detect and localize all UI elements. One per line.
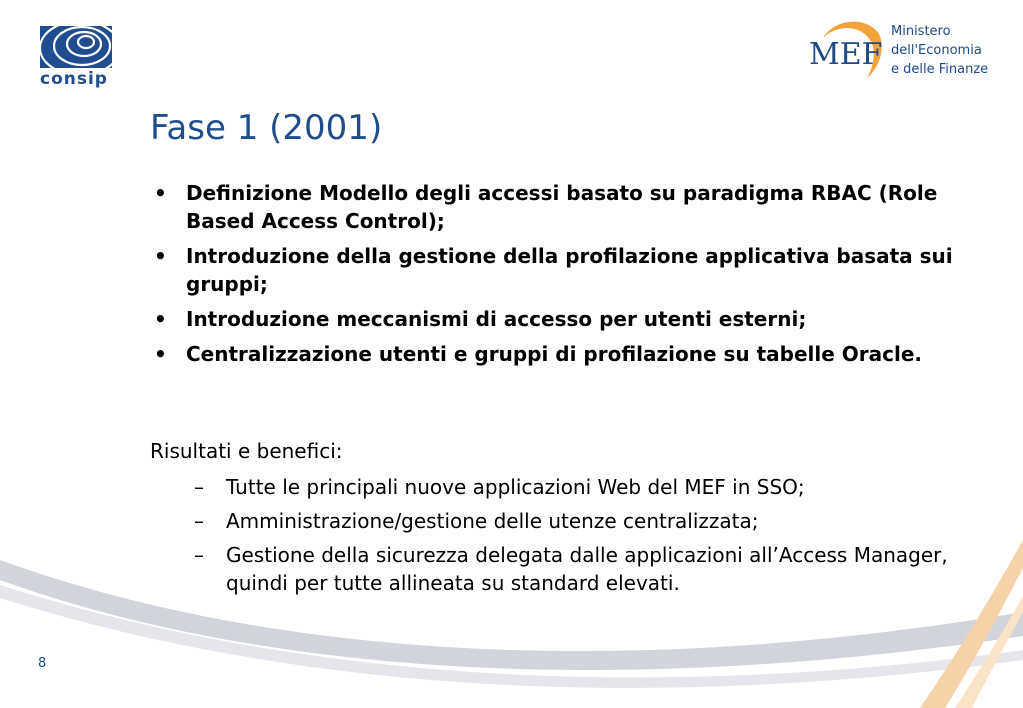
benefits-list [190,473,990,603]
results-heading: Risultati e benefici: [150,439,343,463]
bullet-item [150,305,990,333]
bullet-icon: • [154,342,167,366]
bullet-text: Definizione Modello degli accessi basato su paradigma RBAC (Role Based Access Control); [186,181,938,233]
slide-title: Fase 1 (2001) [150,108,383,148]
bullet-item [150,340,990,368]
bullet-icon: • [154,181,167,205]
mef-logo [805,16,995,86]
dash-icon: – [194,543,204,567]
benefit-item [190,507,990,535]
bullet-list [150,179,990,375]
mef-ministry-name [891,22,995,79]
bullet-item [150,179,990,235]
benefit-text: Amministrazione/gestione delle utenze centralizzata; [226,509,759,533]
dash-icon: – [194,475,204,499]
benefit-item [190,541,990,597]
dash-icon: – [194,509,204,533]
bullet-icon: • [154,307,167,331]
mef-line-1: Ministero [891,24,951,39]
bullet-item [150,242,990,298]
mef-line-2: dell'Economia [891,43,982,58]
consip-logo-mark [40,26,112,68]
mef-line-3: e delle Finanze [891,62,989,77]
mef-logo-mark [805,16,885,86]
mef-mark-text: MEF [809,37,883,72]
benefit-text: Tutte le principali nuove applicazioni Web del MEF in SSO; [226,475,805,499]
page-number: 8 [38,656,47,671]
bullet-text: Introduzione della gestione della profilazione applicativa basata sui gruppi; [186,244,953,296]
consip-wordmark: consip [40,69,108,89]
bullet-text: Introduzione meccanismi di accesso per utenti esterni; [186,307,807,331]
benefit-text: Gestione della sicurezza delegata dalle applicazioni all’Access Manager, quindi per tutte allineata su standard elevati. [226,543,948,595]
bullet-icon: • [154,244,167,268]
consip-logo [40,26,112,88]
bullet-text: Centralizzazione utenti e gruppi di profilazione su tabelle Oracle. [186,342,923,366]
benefit-item [190,473,990,501]
